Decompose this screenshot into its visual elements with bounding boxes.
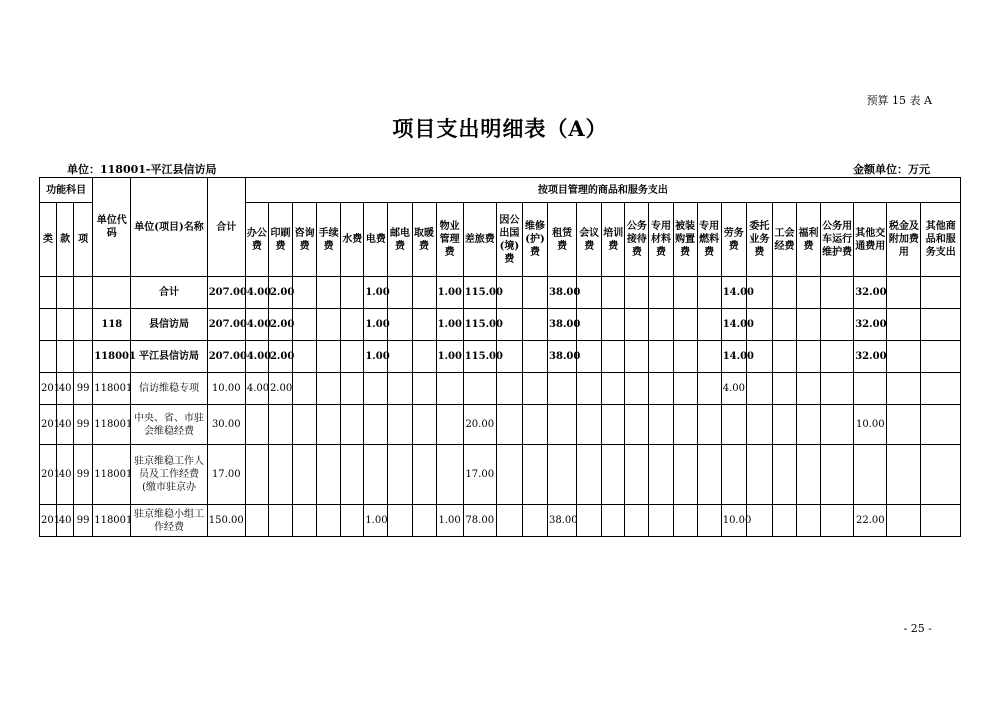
- table-cell: [649, 445, 673, 505]
- table-cell: [388, 445, 412, 505]
- table-cell: [673, 505, 697, 537]
- table-cell: [341, 505, 364, 537]
- table-cell: [388, 405, 412, 445]
- table-cell: [293, 505, 317, 537]
- table-cell: 99: [74, 373, 93, 405]
- table-row: [40, 405, 961, 445]
- table-cell: 4.00: [245, 373, 268, 405]
- table-row: [40, 309, 961, 341]
- table-cell: [797, 277, 821, 309]
- table-cell: 40: [57, 405, 74, 445]
- table-cell: [40, 341, 57, 373]
- table-cell: [746, 405, 772, 445]
- table-cell: [245, 505, 268, 537]
- table-cell: [268, 405, 292, 445]
- table-cell: [412, 405, 436, 445]
- table-cell: [364, 445, 388, 505]
- table-cell: [496, 405, 522, 445]
- table-cell: [522, 405, 547, 445]
- column-header: 公务用车运行维护费: [821, 203, 854, 277]
- table-cell: 信访维稳专项: [131, 373, 207, 405]
- goods-services-header: 按项目管理的商品和服务支出: [245, 178, 960, 203]
- table-cell: [548, 373, 577, 405]
- table-cell: [522, 373, 547, 405]
- table-cell: [317, 405, 341, 445]
- table-cell: [577, 505, 602, 537]
- column-header: 物业管理费: [436, 203, 463, 277]
- table-cell: [887, 277, 921, 309]
- table-cell: [602, 405, 625, 445]
- table-cell: [317, 445, 341, 505]
- table-cell: [673, 277, 697, 309]
- table-cell: 2.00: [268, 277, 292, 309]
- table-cell: [854, 445, 887, 505]
- table-cell: [797, 341, 821, 373]
- table-cell: [577, 405, 602, 445]
- table-cell: 14.00: [721, 341, 746, 373]
- table-row: [40, 373, 961, 405]
- table-cell: [341, 445, 364, 505]
- table-cell: 1.00: [364, 341, 388, 373]
- table-cell: 32.00: [854, 309, 887, 341]
- table-cell: 4.00: [721, 373, 746, 405]
- table-cell: [602, 505, 625, 537]
- table-cell: [522, 341, 547, 373]
- column-header: 被装购置费: [673, 203, 697, 277]
- table-cell: [268, 505, 292, 537]
- table-cell: [364, 405, 388, 445]
- table-cell: [697, 277, 721, 309]
- table-cell: [364, 373, 388, 405]
- table-cell: 10.00: [207, 373, 245, 405]
- column-header: 税金及附加费用: [887, 203, 921, 277]
- table-cell: 207.00: [207, 341, 245, 373]
- table-cell: [522, 277, 547, 309]
- table-cell: [577, 309, 602, 341]
- table-cell: 207.00: [207, 277, 245, 309]
- table-cell: [602, 309, 625, 341]
- table-cell: [577, 341, 602, 373]
- table-cell: [697, 341, 721, 373]
- table-cell: [412, 373, 436, 405]
- table-cell: 118001: [93, 405, 131, 445]
- table-cell: 38.00: [548, 505, 577, 537]
- table-cell: [797, 505, 821, 537]
- table-cell: [293, 405, 317, 445]
- table-cell: [577, 373, 602, 405]
- total-header: 合计: [207, 178, 245, 277]
- func-subject-header: 功能科目: [40, 178, 93, 203]
- table-cell: [436, 445, 463, 505]
- table-cell: 40: [57, 373, 74, 405]
- table-cell: [746, 373, 772, 405]
- table-cell: 14.00: [721, 277, 746, 309]
- table-cell: 38.00: [548, 277, 577, 309]
- table-cell: [412, 277, 436, 309]
- table-cell: [412, 309, 436, 341]
- table-cell: [436, 373, 463, 405]
- table-cell: [697, 405, 721, 445]
- table-cell: [293, 309, 317, 341]
- unit-name-header: 单位(项目)名称: [131, 178, 207, 277]
- table-cell: 2.00: [268, 373, 292, 405]
- table-cell: [522, 505, 547, 537]
- table-cell: 118001: [93, 341, 131, 373]
- table-cell: 1.00: [364, 277, 388, 309]
- table-cell: 118001: [93, 373, 131, 405]
- table-cell: [887, 405, 921, 445]
- table-cell: 118001: [93, 445, 131, 505]
- unit-label: 单位：118001-平江县信访局: [67, 163, 217, 176]
- table-cell: [625, 277, 649, 309]
- table-cell: [797, 373, 821, 405]
- table-cell: [772, 277, 796, 309]
- table-cell: [797, 309, 821, 341]
- table-cell: [821, 341, 854, 373]
- page-title: 项目支出明细表（A）: [392, 116, 608, 141]
- column-header: 电费: [364, 203, 388, 277]
- table-cell: [887, 341, 921, 373]
- table-cell: [93, 277, 131, 309]
- table-cell: [921, 373, 961, 405]
- column-header: 专用燃料费: [697, 203, 721, 277]
- table-cell: [821, 277, 854, 309]
- table-cell: [341, 373, 364, 405]
- table-cell: [625, 341, 649, 373]
- table-cell: [625, 445, 649, 505]
- lei-header: 类: [40, 203, 57, 277]
- column-header: 差旅费: [463, 203, 496, 277]
- table-cell: [772, 341, 796, 373]
- table-cell: 驻京维稳工作人员及工作经费(缴市驻京办: [131, 445, 207, 505]
- table-cell: 118001: [93, 505, 131, 537]
- table-cell: [821, 505, 854, 537]
- column-header: 其他交通费用: [854, 203, 887, 277]
- table-cell: [625, 309, 649, 341]
- table-cell: [412, 445, 436, 505]
- column-header: 其他商品和服务支出: [921, 203, 961, 277]
- table-cell: [293, 445, 317, 505]
- table-cell: [649, 373, 673, 405]
- table-cell: 1.00: [436, 309, 463, 341]
- table-cell: [602, 277, 625, 309]
- table-cell: [388, 505, 412, 537]
- column-header: 手续费: [317, 203, 341, 277]
- table-cell: [388, 277, 412, 309]
- page-number: - 25 -: [903, 622, 932, 635]
- table-cell: 17.00: [463, 445, 496, 505]
- table-cell: 4.00: [245, 341, 268, 373]
- column-header: 印刷费: [268, 203, 292, 277]
- table-cell: 150.00: [207, 505, 245, 537]
- table-cell: 2.00: [268, 309, 292, 341]
- table-cell: [797, 405, 821, 445]
- table-cell: 合计: [131, 277, 207, 309]
- table-cell: 201: [40, 445, 57, 505]
- table-cell: 4.00: [245, 309, 268, 341]
- table-cell: [649, 505, 673, 537]
- table-cell: [721, 445, 746, 505]
- table-cell: 4.00: [245, 277, 268, 309]
- table-cell: [921, 505, 961, 537]
- column-header: 办公费: [245, 203, 268, 277]
- column-header: 工会经费: [772, 203, 796, 277]
- table-cell: 207.00: [207, 309, 245, 341]
- table-cell: [887, 309, 921, 341]
- table-cell: [341, 277, 364, 309]
- table-cell: [602, 445, 625, 505]
- table-cell: [293, 277, 317, 309]
- table-cell: [772, 445, 796, 505]
- table-cell: 201: [40, 373, 57, 405]
- table-cell: [317, 277, 341, 309]
- table-cell: 1.00: [436, 341, 463, 373]
- table-cell: 14.00: [721, 309, 746, 341]
- table-cell: [293, 341, 317, 373]
- table-cell: [721, 405, 746, 445]
- unit-code-header: 单位代码: [93, 178, 131, 277]
- table-cell: [887, 373, 921, 405]
- table-cell: [548, 405, 577, 445]
- column-header: 取暖费: [412, 203, 436, 277]
- table-cell: [548, 445, 577, 505]
- table-cell: [797, 445, 821, 505]
- table-cell: [697, 373, 721, 405]
- table-cell: [921, 309, 961, 341]
- table-cell: [245, 405, 268, 445]
- table-cell: [388, 309, 412, 341]
- table-cell: [772, 405, 796, 445]
- table-cell: [673, 445, 697, 505]
- table-cell: [625, 505, 649, 537]
- column-header: 邮电费: [388, 203, 412, 277]
- table-cell: 20.00: [463, 405, 496, 445]
- column-header: 水费: [341, 203, 364, 277]
- table-cell: [821, 405, 854, 445]
- table-cell: [341, 405, 364, 445]
- table-cell: [649, 277, 673, 309]
- table-cell: [673, 341, 697, 373]
- table-cell: 99: [74, 505, 93, 537]
- column-header: 会议费: [577, 203, 602, 277]
- table-cell: [463, 373, 496, 405]
- xiang-header: 项: [74, 203, 93, 277]
- table-cell: 78.00: [463, 505, 496, 537]
- table-row: [40, 505, 961, 537]
- column-header: 福利费: [797, 203, 821, 277]
- table-cell: 中央、省、市驻会维稳经费: [131, 405, 207, 445]
- table-cell: 115.00: [463, 277, 496, 309]
- table-cell: 1.00: [364, 505, 388, 537]
- table-cell: [388, 341, 412, 373]
- table-cell: [697, 505, 721, 537]
- table-cell: 县信访局: [131, 309, 207, 341]
- table-cell: [57, 341, 74, 373]
- table-row: [40, 341, 961, 373]
- kuan-header: 款: [57, 203, 74, 277]
- table-cell: 115.00: [463, 309, 496, 341]
- table-cell: [625, 373, 649, 405]
- table-cell: [921, 445, 961, 505]
- table-number-note: 预算 15 表 A: [866, 94, 932, 107]
- table-cell: [268, 445, 292, 505]
- table-cell: [887, 505, 921, 537]
- table-cell: 118: [93, 309, 131, 341]
- table-cell: [602, 341, 625, 373]
- table-cell: [854, 373, 887, 405]
- expense-table: [39, 177, 961, 537]
- table-cell: [74, 277, 93, 309]
- table-cell: [625, 405, 649, 445]
- column-header: 咨询费: [293, 203, 317, 277]
- table-cell: [317, 341, 341, 373]
- table-cell: [673, 405, 697, 445]
- table-cell: 10.00: [854, 405, 887, 445]
- table-cell: [74, 309, 93, 341]
- table-cell: [821, 309, 854, 341]
- table-cell: [40, 309, 57, 341]
- table-cell: [522, 309, 547, 341]
- table-row: [40, 277, 961, 309]
- table-cell: 1.00: [364, 309, 388, 341]
- column-header: 专用材料费: [649, 203, 673, 277]
- table-cell: 30.00: [207, 405, 245, 445]
- table-cell: [772, 309, 796, 341]
- table-cell: [821, 445, 854, 505]
- table-cell: [317, 309, 341, 341]
- column-header: 租赁费: [548, 203, 577, 277]
- table-row: [40, 445, 961, 505]
- column-header: 维修(护)费: [522, 203, 547, 277]
- table-cell: [921, 277, 961, 309]
- column-header: 劳务费: [721, 203, 746, 277]
- table-cell: [388, 373, 412, 405]
- table-cell: [412, 341, 436, 373]
- table-cell: [649, 341, 673, 373]
- table-cell: 38.00: [548, 341, 577, 373]
- table-cell: 10.00: [721, 505, 746, 537]
- table-cell: [317, 373, 341, 405]
- table-cell: 201: [40, 505, 57, 537]
- money-unit-label: 金额单位：万元: [853, 163, 930, 176]
- table-cell: 201: [40, 405, 57, 445]
- table-cell: [317, 505, 341, 537]
- table-cell: [602, 373, 625, 405]
- table-cell: 1.00: [436, 505, 463, 537]
- table-cell: [577, 445, 602, 505]
- table-cell: [74, 341, 93, 373]
- table-cell: 38.00: [548, 309, 577, 341]
- table-cell: 1.00: [436, 277, 463, 309]
- table-cell: [57, 277, 74, 309]
- table-cell: [921, 405, 961, 445]
- column-header: 培训费: [602, 203, 625, 277]
- table-cell: [649, 405, 673, 445]
- table-cell: 驻京维稳小组工作经费: [131, 505, 207, 537]
- table-cell: [496, 505, 522, 537]
- table-cell: [341, 309, 364, 341]
- table-cell: 115.00: [463, 341, 496, 373]
- table-cell: [649, 309, 673, 341]
- table-cell: 40: [57, 445, 74, 505]
- table-cell: 平江县信访局: [131, 341, 207, 373]
- table-cell: [697, 445, 721, 505]
- table-cell: [496, 373, 522, 405]
- table-cell: [772, 505, 796, 537]
- table-cell: 17.00: [207, 445, 245, 505]
- table-cell: [673, 373, 697, 405]
- table-cell: [412, 505, 436, 537]
- table-cell: 99: [74, 445, 93, 505]
- table-cell: [40, 277, 57, 309]
- table-cell: 32.00: [854, 277, 887, 309]
- table-cell: 99: [74, 405, 93, 445]
- table-cell: [697, 309, 721, 341]
- column-header: 因公出国(境)费: [496, 203, 522, 277]
- table-cell: [341, 341, 364, 373]
- table-cell: [522, 445, 547, 505]
- table-cell: 22.00: [854, 505, 887, 537]
- table-cell: [746, 445, 772, 505]
- table-cell: [921, 341, 961, 373]
- table-cell: [436, 405, 463, 445]
- table-cell: [772, 373, 796, 405]
- table-cell: 40: [57, 505, 74, 537]
- table-cell: [577, 277, 602, 309]
- table-cell: [245, 445, 268, 505]
- table-cell: 2.00: [268, 341, 292, 373]
- table-cell: [293, 373, 317, 405]
- table-cell: [821, 373, 854, 405]
- table-cell: [673, 309, 697, 341]
- table-cell: [887, 445, 921, 505]
- table-cell: [496, 445, 522, 505]
- column-header: 委托业务费: [746, 203, 772, 277]
- column-header: 公务接待费: [625, 203, 649, 277]
- table-cell: [57, 309, 74, 341]
- table-cell: 32.00: [854, 341, 887, 373]
